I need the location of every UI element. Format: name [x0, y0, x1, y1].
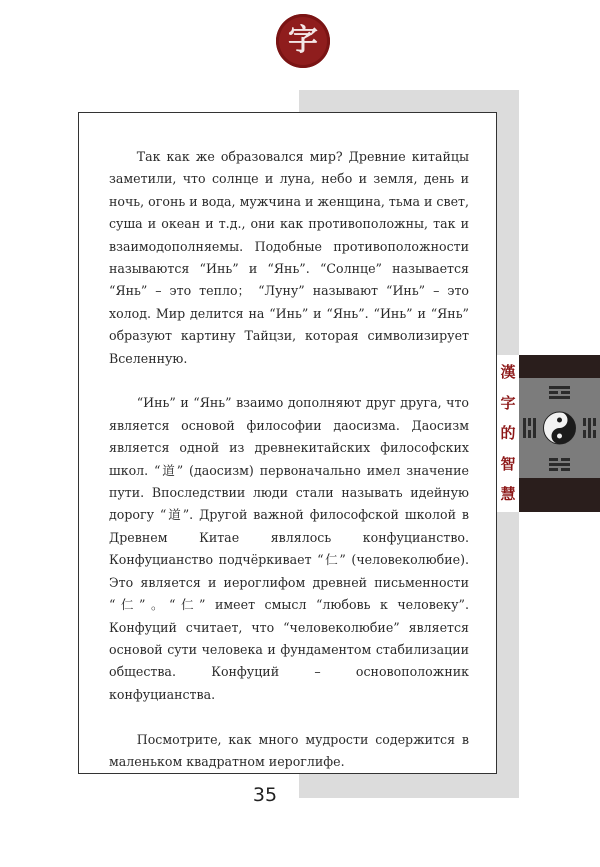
body-text [109, 146, 469, 773]
seal-character: 字 [288, 23, 318, 58]
seal-icon [276, 14, 330, 68]
side-title-char-2: 字 [500, 393, 516, 412]
side-title-char-4: 智 [500, 454, 516, 473]
side-title-char-3: 的 [500, 424, 516, 442]
bagua-taiji-icon [519, 378, 600, 478]
paragraph-1: Так как же образовался мир? Древние китайцы заметили, что солнце и луна, небо и земля, день и ночь, огонь и вода, мужчина и женщина, тьма и свет, суша и океан и т.д., они как противоположны, так и взаимодополняемы. Подобные противоположности называются “Инь” и “Янь”. “Солнце” называется “Янь” – это тепло； “Луну” называют “Инь” – это холод. Мир делится на “Инь” и “Янь”. “Инь” и “Янь” образуют картину Тайцзи, которая символизирует Вселенную. [109, 149, 469, 366]
side-title-char-5: 慧 [500, 485, 516, 503]
side-title [497, 355, 519, 512]
paragraph-3: Посмотрите, как много мудрости содержится в маленьком квадратном иероглифе. [109, 731, 469, 769]
page-number: 35 [252, 784, 278, 806]
side-title-char-1: 漢 [500, 363, 516, 381]
paragraph-2: “Инь” и “Янь” взаимо дополняют друг друга, что является основой философии даосизма. Даосизм является одной из древнекитайских философских школ. “道” (даосизм) первоначально имел значение пути. Впоследствии люди стали называть идейную дорогу “道”. Другой важной философской школой в Древнем Китае являлось конфуцианство. Конфуцианство подчёркивает “仁” (человеколюбие). Это является и иероглифом древней письменности “仁”。“仁” имеет смысл “любовь к человеку”. Конфуций считает, что “человеколюбие” является основой сути человека и фундаментом стабилизации общества. Конфуций – основоположник конфуцианства. [109, 395, 469, 702]
